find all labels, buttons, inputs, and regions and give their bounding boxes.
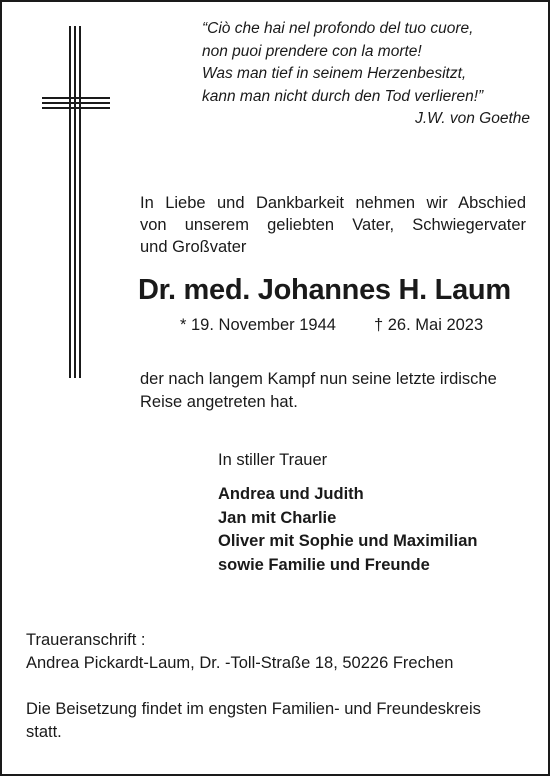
quote-line: “Ciò che hai nel profondo del tuo cuore, bbox=[202, 20, 474, 37]
mourner-entry: Andrea und Judith bbox=[218, 485, 364, 503]
mourner-entry: Oliver mit Sophie und Maximilian bbox=[218, 532, 478, 550]
burial-note: Die Beisetzung findet im engsten Familien- und Freundeskreis statt. bbox=[26, 700, 481, 741]
mourning-label: In stiller Trauer bbox=[218, 451, 328, 469]
farewell-text bbox=[140, 192, 526, 258]
birth-date: * 19. November 1944 bbox=[180, 316, 336, 334]
farewell-line: und Großvater bbox=[140, 238, 247, 256]
mourner-entry: sowie Familie und Freunde bbox=[218, 555, 430, 574]
latin-cross-icon bbox=[42, 26, 112, 382]
quote-line: non puoi prendere con la morte! bbox=[202, 42, 422, 60]
passing-line: Reise angetreten hat. bbox=[140, 393, 298, 411]
quote-line: Was man tief in seinem Herzenbesitzt, bbox=[202, 65, 467, 82]
passing-text bbox=[140, 368, 526, 414]
mourners-list bbox=[218, 483, 477, 577]
mourning-address bbox=[26, 629, 453, 675]
farewell-line: In Liebe und Dankbarkeit nehmen wir Abschied bbox=[140, 194, 526, 212]
farewell-line: von unserem geliebten Vater, Schwiegervater bbox=[140, 216, 526, 234]
passing-line: der nach langem Kampf nun seine letzte irdische bbox=[140, 370, 497, 388]
quote-author: J.W. von Goethe bbox=[415, 110, 530, 127]
goethe-quote bbox=[202, 18, 530, 131]
deceased-name: Dr. med. Johannes H. Laum bbox=[138, 274, 511, 306]
mourner-entry: Jan mit Charlie bbox=[218, 508, 337, 527]
death-date: † 26. Mai 2023 bbox=[374, 316, 484, 334]
address-value: Andrea Pickardt-Laum, Dr. -Toll-Straße 18, 50226 Frechen bbox=[26, 654, 454, 672]
address-label: Traueranschrift : bbox=[26, 631, 146, 649]
quote-line: kann man nicht durch den Tod verlieren!” bbox=[202, 87, 484, 105]
